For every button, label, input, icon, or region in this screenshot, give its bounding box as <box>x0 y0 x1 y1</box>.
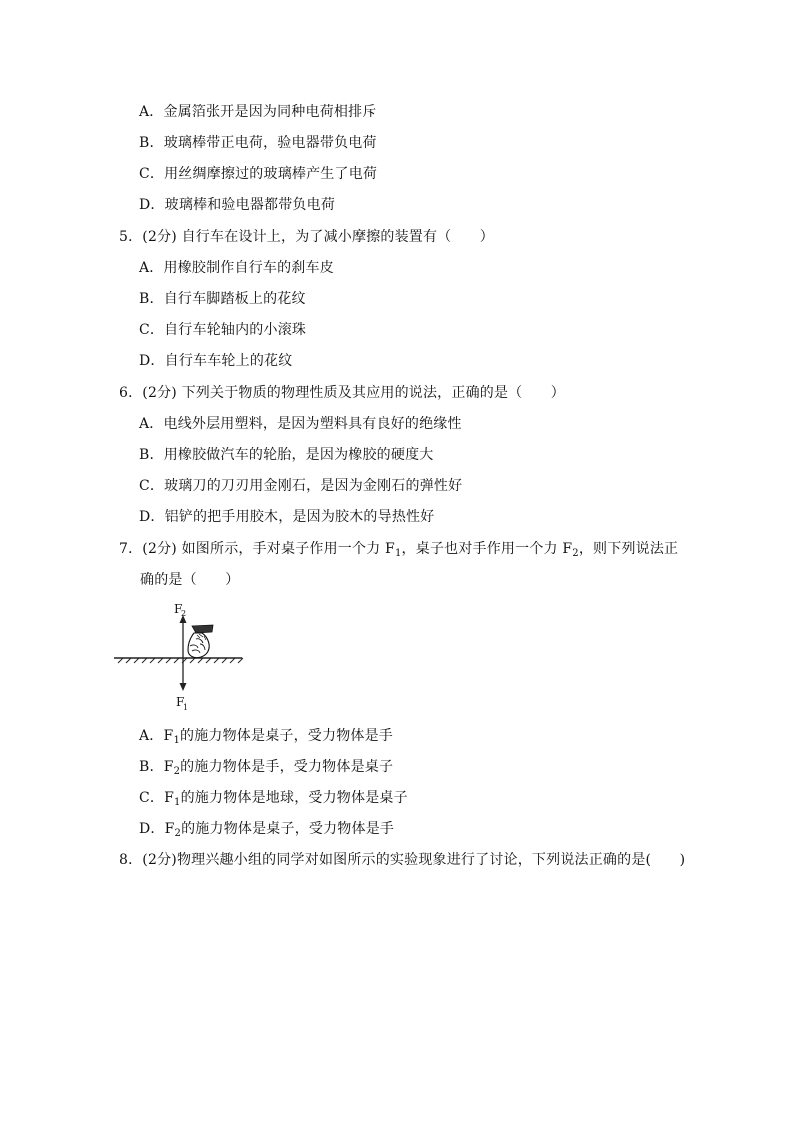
q7-stem-line2: 确的是（ ） <box>140 572 240 588</box>
q5-stem: 5．(2分) 自行车在设计上，为了减小摩擦的装置有（ ） <box>119 229 494 245</box>
q8-stem: 8．(2分)物理兴趣小组的同学对如图所示的实验现象进行了讨论，下列说法正确的是( ) <box>119 852 686 868</box>
q7-option-c-text: 的施力物体是地球，受力物体是桌子 <box>180 790 408 806</box>
q4-option-a: A．金属箔张开是因为同种电荷相排斥 <box>139 104 377 120</box>
q7-option-d-text: 的施力物体是桌子，受力物体是手 <box>181 821 395 837</box>
q7-stem-sub1: 1 <box>394 548 402 559</box>
q6-option-b: B．用橡胶做汽车的轮胎，是因为橡胶的硬度大 <box>139 447 434 463</box>
q6-stem: 6．(2分) 下列关于物质的物理性质及其应用的说法，正确的是（ ） <box>119 385 565 401</box>
q7-stem-part-b: ，桌子也对手作用一个力 F <box>401 541 573 557</box>
f1-label-sub: 1 <box>183 703 189 712</box>
f2-label-sub: 2 <box>181 609 187 618</box>
q7-option-b-prefix: B．F <box>139 759 174 775</box>
f2-label: F <box>174 602 183 616</box>
q5-option-d: D．自行车车轮上的花纹 <box>139 353 293 369</box>
f1-label: F <box>176 695 185 709</box>
q7-option-d <box>139 820 394 838</box>
q7-stem-part-a: 7．(2分) 如图所示，手对桌子作用一个力 F <box>119 541 395 557</box>
q7-option-b-text: 的施力物体是手，受力物体是桌子 <box>180 759 394 775</box>
q7-option-c <box>139 789 408 807</box>
q6-option-a: A．电线外层用塑料，是因为塑料具有良好的绝缘性 <box>139 416 462 432</box>
q5-option-a: A．用橡胶制作自行车的刹车皮 <box>139 260 334 276</box>
hand-icon <box>188 625 213 658</box>
q7-option-d-prefix: D．F <box>139 821 175 837</box>
q4-option-c: C．用丝绸摩擦过的玻璃棒产生了电荷 <box>139 166 378 182</box>
q5-option-c: C．自行车轮轴内的小滚珠 <box>139 322 307 338</box>
q6-option-c: C．玻璃刀的刀刃用金刚石，是因为金刚石的弹性好 <box>139 478 463 494</box>
q4-option-b: B．玻璃棒带正电荷，验电器带负电荷 <box>139 135 377 151</box>
q7-option-b-sub: 2 <box>173 766 181 777</box>
q7-option-b <box>139 758 393 776</box>
q7-option-a-text: 的施力物体是桌子，受力物体是手 <box>180 728 393 744</box>
q7-option-a-sub: 1 <box>173 735 180 746</box>
q7-option-a <box>139 727 393 745</box>
q7-option-a-prefix: A．F <box>139 728 174 744</box>
force-diagram <box>112 600 247 715</box>
q7-option-d-sub: 2 <box>174 828 182 839</box>
f1-arrow-head <box>180 683 187 691</box>
q7-stem-line1 <box>119 540 678 558</box>
q7-stem-sub2: 2 <box>572 548 579 559</box>
q4-option-d: D．玻璃棒和验电器都带负电荷 <box>139 197 336 213</box>
q5-option-b: B．自行车脚踏板上的花纹 <box>139 291 306 307</box>
q7-stem-part-c: ，则下列说法正 <box>578 541 679 557</box>
q6-option-d: D．铝铲的把手用胶木，是因为胶木的导热性好 <box>139 509 435 525</box>
q7-option-c-sub: 1 <box>174 797 181 808</box>
q7-option-c-prefix: C．F <box>139 790 175 806</box>
